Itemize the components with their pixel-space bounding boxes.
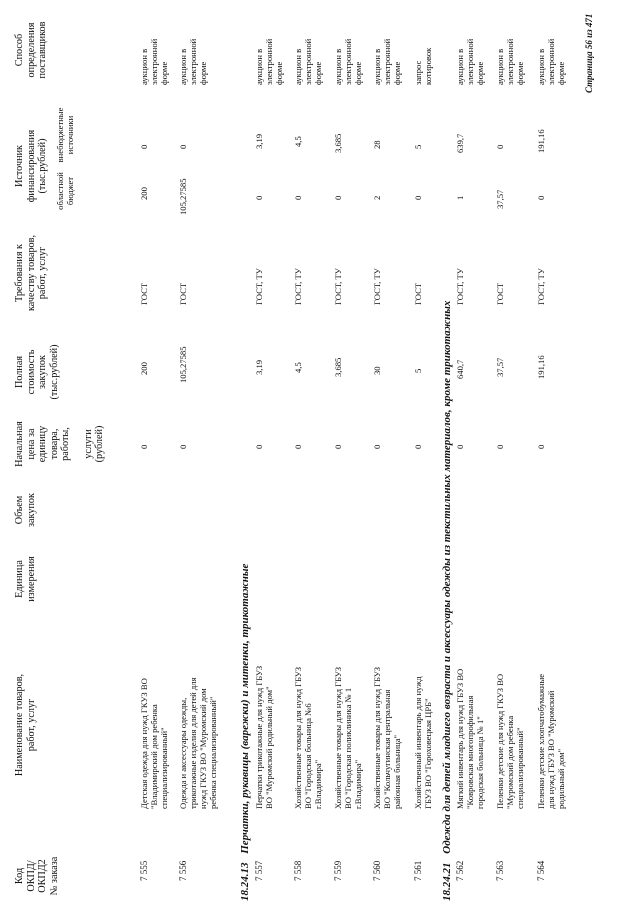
item-name-line: ВО "Муромский родильный дом" xyxy=(264,686,274,809)
item-name-line: Хозяйственные товары для нужд ГБУЗ xyxy=(372,666,382,809)
item-name-line: ВО "Городская поликлиника № 1 xyxy=(343,687,353,809)
total-cost: 3,685 xyxy=(333,357,343,377)
method-line: электронной xyxy=(149,38,159,85)
section-heading xyxy=(441,301,453,901)
item-name-line: родильный дом" xyxy=(556,748,566,809)
procurement-method xyxy=(372,39,402,85)
procurement-method xyxy=(333,39,363,85)
item-name xyxy=(536,674,566,809)
method-line: аукцион в xyxy=(254,48,264,85)
item-name-line: "Ковровская многопрофильная xyxy=(465,695,475,809)
header-price xyxy=(14,413,106,475)
header-fin-extrabudget xyxy=(55,105,75,165)
item-name-line: "Муромский дом ребенка xyxy=(505,715,515,809)
total-cost: 200 xyxy=(139,362,149,375)
fin-regional: 0 xyxy=(413,195,423,200)
method-line: форме xyxy=(313,61,323,85)
fin-extrabudget: 639,7 xyxy=(455,133,465,153)
header-fin-obl-line: областной xyxy=(55,172,65,210)
method-line: форме xyxy=(274,61,284,85)
order-number: 7 561 xyxy=(413,860,423,881)
header-requirements xyxy=(14,227,49,319)
header-fin-obl-line: бюджет xyxy=(65,176,75,206)
unit-price: 0 xyxy=(372,444,382,449)
header-fin-line: (тыс.рублей) xyxy=(37,138,48,194)
item-name-line: нужд ГКУЗ ВО "Муромский дом xyxy=(198,688,208,809)
item-name-line: Мягкий инвентарь для нужд ГБУЗ ВО xyxy=(455,668,465,809)
requirements: ГОСТ, ТУ xyxy=(333,268,343,305)
method-line: электронной xyxy=(546,38,556,85)
order-number: 7 555 xyxy=(139,860,149,881)
fin-regional: 105,27585 xyxy=(178,178,188,215)
method-line: электронной xyxy=(382,38,392,85)
item-name-line: ребенка специализированный" xyxy=(208,696,218,809)
header-price-line: услуги xyxy=(82,429,94,459)
procurement-method xyxy=(293,39,323,85)
order-number: 7 558 xyxy=(293,860,303,881)
item-name xyxy=(333,667,363,809)
item-name xyxy=(372,667,402,809)
item-name-line: Хозяйственные товары для нужд ГБУЗ xyxy=(293,666,303,809)
item-name xyxy=(495,674,525,809)
section-title: Одежда для детей младшего возраста и аксессуары одежды из текстильных материалов, кроме трикотажных xyxy=(441,300,453,854)
header-volume xyxy=(14,482,37,538)
section-code: 18.24.13 xyxy=(239,862,251,901)
fin-regional: 0 xyxy=(254,195,264,200)
fin-extrabudget: 3,685 xyxy=(333,133,343,153)
header-price-line: товара, xyxy=(48,428,60,460)
header-method xyxy=(14,13,49,87)
item-name-line: Перчатки трикотажные для нужд ГБУЗ xyxy=(254,665,264,809)
procurement-method xyxy=(139,39,169,85)
method-line: аукцион в xyxy=(455,48,465,85)
item-name-line: г.Владимира" xyxy=(313,759,323,809)
header-method-line: поставщиков xyxy=(37,21,48,79)
header-total-line: закупок xyxy=(37,355,48,389)
item-name-line: городская больница № 1" xyxy=(475,716,485,809)
item-name-line: районная больница" xyxy=(392,734,402,809)
item-name-line: Хозяйственные товары для нужд ГБУЗ xyxy=(333,666,343,809)
header-volume-line: Объем xyxy=(14,495,25,525)
header-financing xyxy=(14,111,49,221)
unit-price: 0 xyxy=(413,444,423,449)
method-line: аукцион в xyxy=(333,48,343,85)
order-number: 7 556 xyxy=(178,860,188,881)
requirements: ГОСТ, ТУ xyxy=(293,268,303,305)
method-line: форме xyxy=(198,61,208,85)
method-line: аукцион в xyxy=(495,48,505,85)
header-req-line: Требования к xyxy=(14,244,25,303)
header-total-line: (тыс.рублей) xyxy=(48,344,60,400)
header-total xyxy=(14,339,60,405)
header-fin-vne-line: источники xyxy=(65,115,75,155)
method-line: аукцион в xyxy=(139,48,149,85)
requirements: ГОСТ, ТУ xyxy=(372,268,382,305)
header-name-line: Наименование товаров, xyxy=(14,673,25,777)
item-name-line: "Владимирский дом ребенка xyxy=(149,704,159,809)
fin-extrabudget: 4,5 xyxy=(293,136,303,147)
header-code-line: ОКПД/ xyxy=(25,860,37,892)
method-line: форме xyxy=(556,61,566,85)
fin-regional: 1 xyxy=(455,195,465,200)
item-name-line: ВО "Городская больница №6 xyxy=(303,703,313,809)
header-total-line: стоимость xyxy=(25,349,37,395)
item-name xyxy=(413,676,433,809)
fin-extrabudget: 191,16 xyxy=(536,129,546,153)
requirements: ГОСТ xyxy=(413,282,423,305)
total-cost: 5 xyxy=(413,368,423,373)
header-price-line: цена за xyxy=(25,428,37,460)
item-name-line: Пеленки детские хлопчатобумажные xyxy=(536,673,546,809)
unit-price: 0 xyxy=(178,444,188,449)
fin-regional: 0 xyxy=(293,195,303,200)
unit-price: 0 xyxy=(536,444,546,449)
page-number-footer: Страница 56 из 471 xyxy=(584,13,594,93)
method-line: электронной xyxy=(264,38,274,85)
header-unit xyxy=(14,549,37,609)
order-number: 7 563 xyxy=(495,860,505,881)
header-name-line: работ, услуг xyxy=(25,698,37,752)
method-line: электронной xyxy=(188,38,198,85)
method-line: форме xyxy=(475,61,485,85)
item-name-line: г.Владимира" xyxy=(353,759,363,809)
fin-extrabudget: 3,19 xyxy=(254,133,264,149)
header-price-line: Начальная xyxy=(14,421,25,467)
fin-regional: 0 xyxy=(333,195,343,200)
header-req-line: качеству товаров, xyxy=(25,234,37,312)
item-name-line: Хозяйственный инвентарь для нужд xyxy=(413,676,423,809)
item-name xyxy=(293,667,323,809)
item-name-line: Пеленки детские для нужд ГКУЗ ВО xyxy=(495,673,505,809)
method-line: форме xyxy=(392,61,402,85)
procurement-method xyxy=(413,48,433,85)
method-line: запрос xyxy=(413,60,423,85)
method-line: электронной xyxy=(465,38,475,85)
method-line: форме xyxy=(159,61,169,85)
header-total-line: Полная xyxy=(14,355,25,389)
order-number: 7 559 xyxy=(333,860,343,881)
order-number: 7 557 xyxy=(254,860,264,881)
header-price-line: (рублей) xyxy=(94,425,105,463)
item-name-line: трикотажные изделия для детей для xyxy=(188,677,198,809)
order-number: 7 562 xyxy=(455,860,465,881)
item-name xyxy=(139,678,169,809)
header-price-line: работы, xyxy=(60,427,71,461)
header-fin-line: Источник xyxy=(14,145,25,188)
section-code: 18.24.21 xyxy=(441,862,453,901)
unit-price: 0 xyxy=(455,444,465,449)
header-code xyxy=(14,855,60,897)
header-fin-regional xyxy=(55,167,75,215)
item-name-line: для нужд ГБУЗ ВО "Муромский xyxy=(546,690,556,809)
header-price-line xyxy=(72,413,83,475)
header-code-line: № заказа xyxy=(48,856,60,896)
unit-price: 0 xyxy=(254,444,264,449)
header-unit-line: Единица xyxy=(14,560,25,598)
fin-regional: 0 xyxy=(536,195,546,200)
requirements: ГОСТ, ТУ xyxy=(536,268,546,305)
fin-extrabudget: 0 xyxy=(139,144,149,149)
fin-extrabudget: 0 xyxy=(178,144,188,149)
header-fin-vne-line: внебюджетные xyxy=(55,107,65,163)
total-cost: 640,7 xyxy=(455,359,465,379)
header-method-line: определения xyxy=(25,22,37,78)
item-name-line: Детская одежда для нужд ГКУЗ ВО xyxy=(139,678,149,809)
section-title: Перчатки, рукавицы (варежки) и митенки, трикотажные xyxy=(239,563,251,854)
procurement-method xyxy=(178,39,208,85)
procurement-method xyxy=(254,39,284,85)
header-code-line: Код xyxy=(14,867,25,885)
order-number: 7 560 xyxy=(372,860,382,881)
item-name-line: ВО "Кольчугинская центральная xyxy=(382,689,392,809)
item-name xyxy=(178,677,218,809)
fin-extrabudget: 28 xyxy=(372,140,382,149)
total-cost: 37,57 xyxy=(495,357,505,377)
unit-price: 0 xyxy=(139,444,149,449)
fin-extrabudget: 0 xyxy=(495,144,505,149)
item-name xyxy=(254,666,274,809)
total-cost: 105,27585 xyxy=(178,346,188,383)
header-volume-line: закупок xyxy=(25,493,37,527)
fin-regional: 37,57 xyxy=(495,189,505,209)
requirements: ГОСТ xyxy=(139,282,149,305)
unit-price: 0 xyxy=(495,444,505,449)
item-name xyxy=(455,669,485,809)
total-cost: 191,16 xyxy=(536,355,546,379)
requirements: ГОСТ xyxy=(495,282,505,305)
method-line: аукцион в xyxy=(536,48,546,85)
method-line: аукцион в xyxy=(293,48,303,85)
total-cost: 30 xyxy=(372,366,382,375)
total-cost: 3,19 xyxy=(254,359,264,375)
header-req-line: работ, услуг xyxy=(37,246,48,300)
fin-extrabudget: 5 xyxy=(413,144,423,149)
requirements: ГОСТ, ТУ xyxy=(254,268,264,305)
item-name-line: Одежда и аксессуары одежды, xyxy=(178,697,188,809)
item-name-line: специализированный" xyxy=(515,727,525,809)
header-unit-line: измерения xyxy=(25,556,37,602)
procurement-method xyxy=(536,39,566,85)
procurement-method xyxy=(495,39,525,85)
method-line: электронной xyxy=(343,38,353,85)
procurement-method xyxy=(455,39,485,85)
method-line: котировок xyxy=(423,47,433,85)
unit-price: 0 xyxy=(333,444,343,449)
section-heading xyxy=(239,564,251,901)
requirements: ГОСТ xyxy=(178,282,188,305)
header-code-line: ОКПД2 xyxy=(37,859,48,893)
method-line: аукцион в xyxy=(372,48,382,85)
fin-regional: 2 xyxy=(372,195,382,200)
item-name-line: специализированный" xyxy=(159,727,169,809)
header-name xyxy=(14,645,37,805)
header-fin-line: финансирования xyxy=(25,129,37,203)
requirements: ГОСТ, ТУ xyxy=(455,268,465,305)
method-line: аукцион в xyxy=(178,48,188,85)
total-cost: 4,5 xyxy=(293,362,303,373)
method-line: электронной xyxy=(505,38,515,85)
method-line: форме xyxy=(515,61,525,85)
item-name-line: ГБУЗ ВО "Гороховецкая ЦРБ" xyxy=(423,698,433,809)
header-method-line: Способ xyxy=(14,33,25,67)
header-price-line: единицу xyxy=(37,425,48,463)
method-line: форме xyxy=(353,61,363,85)
order-number: 7 564 xyxy=(536,860,546,881)
unit-price: 0 xyxy=(293,444,303,449)
method-line: электронной xyxy=(303,38,313,85)
fin-regional: 200 xyxy=(139,187,149,200)
